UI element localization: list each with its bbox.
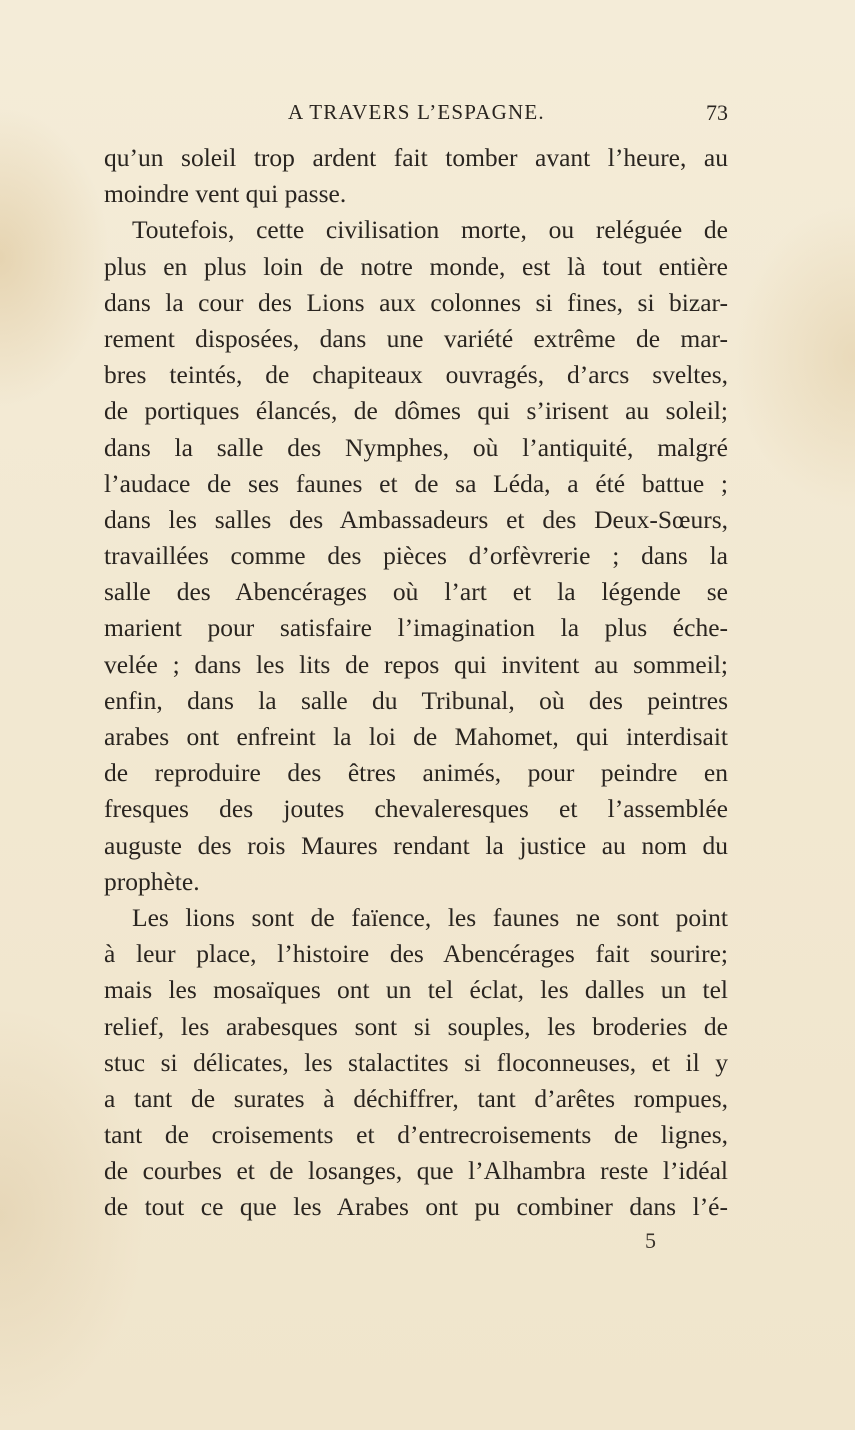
signature-mark: 5 [645, 1228, 656, 1253]
page-number: 73 [706, 100, 728, 125]
text-line: fresques des joutes chevaleresques et l’assemblée [104, 794, 728, 824]
text-line: Toutefois, cette civilisation morte, ou reléguée de [132, 215, 728, 245]
text-line: de courbes et de losanges, que l’Alhambra reste l’idéal [104, 1156, 728, 1186]
text-line: relief, les arabesques sont si souples, les broderies de [104, 1011, 728, 1041]
text-line: de tout ce que les Arabes ont pu combiner dans l’é- [104, 1192, 728, 1222]
text-line: qu’un soleil trop ardent fait tomber avant l’heure, au [104, 143, 728, 172]
text-line: plus en plus loin de notre monde, est là tout entière [104, 251, 728, 281]
text-line: bres teintés, de chapiteaux ouvragés, d’arcs sveltes, [104, 360, 728, 390]
text-line: tant de croisements et d’entrecroisements de lignes, [104, 1120, 728, 1150]
text-line: enfin, dans la salle du Tribunal, où des peintres [104, 685, 728, 715]
text-line: de reproduire des êtres animés, pour peindre en [104, 758, 728, 788]
body-text [104, 140, 728, 1226]
text-line: à leur place, l’histoire des Abencérages fait sourire; [104, 939, 728, 969]
text-line: auguste des rois Maures rendant la justice au nom du [104, 830, 728, 860]
text-line: stuc si délicates, les stalactites si floconneuses, et il y [104, 1047, 728, 1077]
text-line: salle des Abencérages où l’art et la légende se [104, 577, 728, 607]
text-line: dans la salle des Nymphes, où l’antiquité, malgré [104, 432, 728, 462]
text-line: moindre vent qui passe. [104, 179, 347, 209]
text-line: prophète. [104, 866, 200, 896]
text-line: arabes ont enfreint la loi de Mahomet, qui interdisait [104, 722, 728, 751]
text-line: mais les mosaïques ont un tel éclat, les dalles un tel [104, 975, 728, 1005]
text-line: travaillées comme des pièces d’orfèvrerie ; dans la [104, 541, 728, 571]
text-line: Les lions sont de faïence, les faunes ne sont point [132, 902, 728, 932]
running-head [288, 100, 728, 134]
text-line: de portiques élancés, de dômes qui s’irisent au soleil; [104, 396, 728, 426]
text-line: a tant de surates à déchiffrer, tant d’arêtes rompues, [104, 1083, 728, 1113]
text-line: dans la cour des Lions aux colonnes si fines, si bizar- [104, 287, 728, 317]
text-line: marient pour satisfaire l’imagination la plus éche- [104, 613, 728, 643]
text-line: dans les salles des Ambassadeurs et des Deux-Sœurs, [104, 504, 728, 534]
text-line: l’audace de ses faunes et de sa Léda, a été battue ; [104, 468, 728, 498]
text-line: rement disposées, dans une variété extrême de mar- [104, 323, 728, 353]
text-line: velée ; dans les lits de repos qui invitent au sommeil; [104, 649, 728, 679]
running-title: A TRAVERS L’ESPAGNE. [288, 100, 545, 124]
